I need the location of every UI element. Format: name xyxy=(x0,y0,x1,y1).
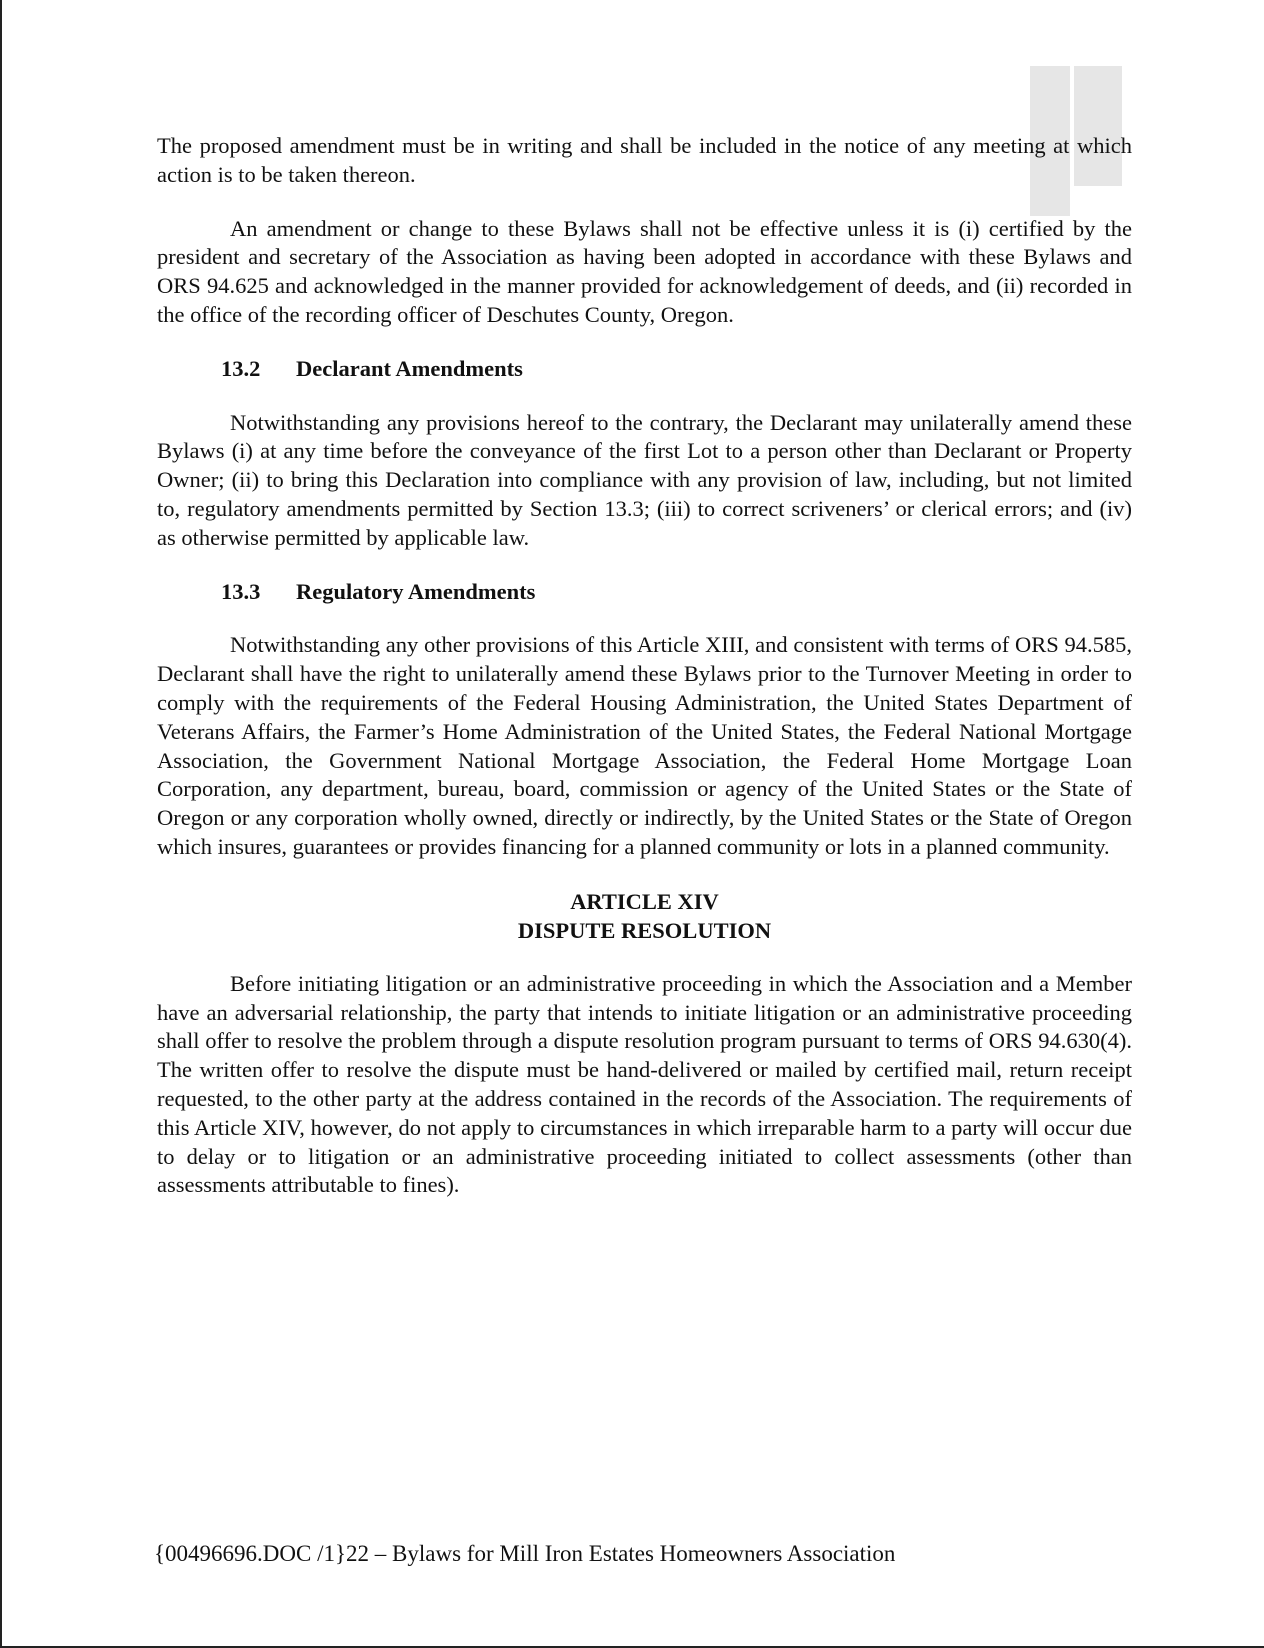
section-heading-13-3 xyxy=(157,578,1132,607)
paragraph-amendment-effective: An amendment or change to these Bylaws shall not be effective unless it is (i) certified by the president and secretary of the Association as having been adopted in accordance with these Bylaws and ORS 94.625 and acknowledged in the manner provided for acknowledgement of deeds, and (ii) recorded in the office of the recording officer of Deschutes County, Oregon. xyxy=(157,215,1132,327)
document-body xyxy=(157,132,1132,1225)
paragraph-amendment-writing: The proposed amendment must be in writing and shall be included in the notice of any meeting at which action is to be taken thereon. xyxy=(157,133,1132,187)
section-body-13-3: Notwithstanding any other provisions of this Article XIII, and consistent with terms of ORS 94.585, Declarant shall have the right to unilaterally amend these Bylaws prior to the Turnover Meeting in order to comply with the requirements of the Federal Housing Administration, the United States Department of Veterans Affairs, the Farmer’s Home Administration of the United States, the Federal National Mortgage Association, the Government National Mortgage Association, the Federal Home Mortgage Loan Corporation, any department, bureau, board, commission or agency of the United States or the State of Oregon or any corporation wholly owned, directly or indirectly, by the United States or the State of Oregon which insures, guarantees or provides financing for a planned community or lots in a planned community. xyxy=(157,632,1132,859)
section-heading-13-2 xyxy=(157,355,1132,384)
section-number: 13.2 xyxy=(221,355,261,381)
article-body: Before initiating litigation or an administrative proceeding in which the Association and a Member have an adversarial relationship, the party that intends to initiate litigation or an administrative proceeding shall offer to resolve the problem through a dispute resolution program pursuant to terms of ORS 94.630(4). The written offer to resolve the dispute must be hand-delivered or mailed by certified mail, return receipt requested, to the other party at the address contained in the records of the Association. The requirements of this Article XIV, however, do not apply to circumstances in which irreparable harm to a party will occur due to delay or to litigation or an administrative proceeding initiated to collect assessments (other than assessments attributable to fines). xyxy=(157,970,1132,1198)
section-title: Declarant Amendments xyxy=(296,355,523,381)
section-number: 13.3 xyxy=(221,578,261,604)
article-label: ARTICLE XIV xyxy=(570,888,719,914)
section-body-13-2: Notwithstanding any provisions hereof to the contrary, the Declarant may unilaterally amend these Bylaws (i) at any time before the conveyance of the first Lot to a person other than Declarant or Property Owner; (ii) to bring this Declaration into compliance with any provision of law, including, but not limited to, regulatory amendments permitted by Section 13.3; (iii) to correct scriveners’ or clerical errors; and (iv) as otherwise permitted by applicable law. xyxy=(157,409,1132,550)
article-title: DISPUTE RESOLUTION xyxy=(517,917,772,943)
section-title: Regulatory Amendments xyxy=(296,578,536,604)
page-footer: {00496696.DOC /1}22 – Bylaws for Mill Iron Estates Homeowners Association xyxy=(154,1541,896,1566)
article-heading xyxy=(157,887,1132,945)
